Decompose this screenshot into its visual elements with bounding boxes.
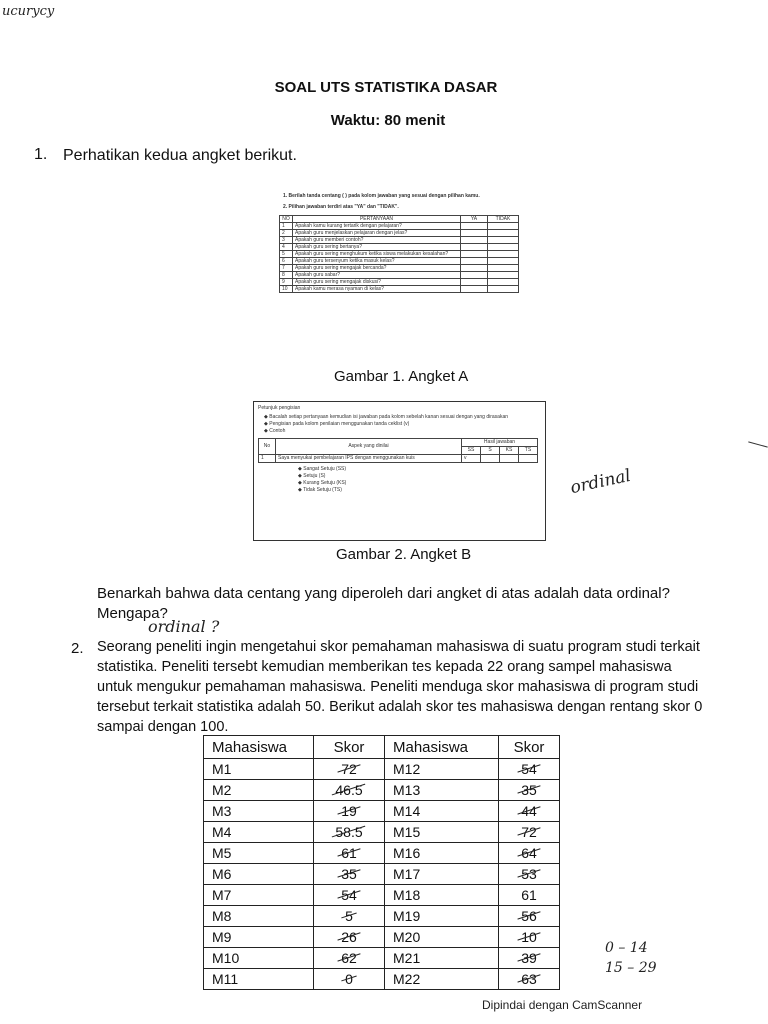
student-score-cell <box>499 948 560 969</box>
student-id-cell <box>204 864 314 885</box>
figure-b-sub-ks: KS <box>500 447 519 455</box>
table-row <box>204 843 560 864</box>
question-2-text: Seorang peneliti ingin mengetahui skor pemahaman mahasiswa di suatu program studi terkait statistika. Peneliti tersebt kemudian memberikan tes kepada 22 orang sampel mahasiswa untuk mengukur pemahaman mahasiswa. Peneliti menduga skor mahasiswa di program studi tersebut terkait statistika adalah 50. Berikut adalah skor tes mahasiswa dengan rentang skor 0 sampai dengan 100. <box>97 639 703 735</box>
figure-a-row <box>280 258 519 265</box>
figure-a-row-no: 8 <box>280 272 293 279</box>
student-id-cell <box>385 948 499 969</box>
table-row <box>204 948 560 969</box>
handwritten-margin-note: ordinal <box>568 465 633 499</box>
figure-b-col-result: Hasil jawaban <box>462 439 538 447</box>
figure-b-heading: Petunjuk pengisian <box>258 405 301 411</box>
figure-a-row-no: 7 <box>280 265 293 272</box>
figure-b-legend <box>298 466 541 494</box>
figure-a-col-no: NO <box>280 216 293 223</box>
student-score: 72 <box>341 761 357 777</box>
figure-a-row <box>280 286 519 293</box>
student-score: 72 <box>521 824 537 840</box>
student-score: 10 <box>521 929 537 945</box>
figure-b-instruction: ◆ Pengisian pada kolom penilaian menggunakan tanda ceklist (v) <box>264 421 541 428</box>
figure-a-answer-cell <box>488 258 519 265</box>
student-score-cell <box>314 843 385 864</box>
figure-b-legend-item: ◆ Setuju (S) <box>298 473 541 480</box>
score-table-header <box>204 736 560 759</box>
student-score-cell <box>499 801 560 822</box>
figure-a-row-question: Apakah guru sering bertanya? <box>293 244 461 251</box>
student-id-cell <box>204 822 314 843</box>
exam-duration: Waktu: 80 menit <box>330 112 446 129</box>
scanner-watermark: Dipindai dengan CamScanner <box>482 998 643 1012</box>
figure-angket-a <box>279 193 522 353</box>
student-id-cell <box>204 969 314 990</box>
student-score-cell <box>314 969 385 990</box>
student-score: 63 <box>521 971 537 987</box>
figure-a-answer-cell <box>488 265 519 272</box>
figure-a-answer-cell <box>461 251 488 258</box>
student-id-cell <box>385 759 499 780</box>
student-score: 26 <box>341 929 357 945</box>
figure-a-answer-cell <box>461 230 488 237</box>
student-score-cell <box>499 969 560 990</box>
student-score: 58.5 <box>335 824 363 840</box>
student-id: M4 <box>212 824 232 840</box>
student-score-cell <box>499 906 560 927</box>
student-score-cell <box>314 759 385 780</box>
handwritten-range-1: 0 – 14 <box>605 940 648 956</box>
table-row <box>204 927 560 948</box>
figure-a-answer-cell <box>488 279 519 286</box>
student-score-cell <box>499 927 560 948</box>
figure-b-col-no: No <box>259 439 276 455</box>
figure-a-row-no: 3 <box>280 237 293 244</box>
student-id: M6 <box>212 866 232 882</box>
student-id: M21 <box>393 950 421 966</box>
question-1-text: Benarkah bahwa data centang yang diperoleh dari angket di atas adalah data ordinal? Mengapa? <box>97 585 670 622</box>
student-id: M8 <box>212 908 232 924</box>
student-id-cell <box>385 843 499 864</box>
figure-b-legend-item: ◆ Sangat Setuju (SS) <box>298 466 541 473</box>
student-score: 62 <box>341 950 357 966</box>
student-id-cell <box>385 864 499 885</box>
student-score: 54 <box>341 887 357 903</box>
student-id-cell <box>204 948 314 969</box>
figure-a-row <box>280 230 519 237</box>
student-score: 46.5 <box>335 782 363 798</box>
figure-b-example-empty <box>500 455 519 463</box>
student-id: M16 <box>393 845 421 861</box>
figure-a-row <box>280 279 519 286</box>
student-id: M15 <box>393 824 421 840</box>
figure-b-legend-item: ◆ Tidak Setuju (TS) <box>298 487 541 494</box>
figure-a-instruction-1: 1. Berilah tanda centang ( ) pada kolom jawaban yang sesuai dengan pilihan kamu. <box>283 193 480 199</box>
figure-a-row-question: Apakah guru memberi contoh? <box>293 237 461 244</box>
student-id-cell <box>385 969 499 990</box>
table-row <box>204 969 560 990</box>
student-score-cell <box>314 801 385 822</box>
student-id-cell <box>385 927 499 948</box>
student-score-cell <box>499 885 560 906</box>
col-skor-2: Skor <box>499 736 560 759</box>
figure-a-answer-cell <box>488 272 519 279</box>
figure-a-row-question: Apakah guru menjelaskan pelajaran dengan jelas? <box>293 230 461 237</box>
student-score: 54 <box>521 761 537 777</box>
student-score: 61 <box>341 845 357 861</box>
figure-a-row-question: Apakah guru sering mengajak bercanda? <box>293 265 461 272</box>
student-score-cell <box>314 864 385 885</box>
student-id: M1 <box>212 761 232 777</box>
col-mahasiswa-1: Mahasiswa <box>204 736 314 759</box>
figure-a-row-no: 1 <box>280 223 293 230</box>
student-score-cell <box>499 780 560 801</box>
question-1-number: 1. <box>34 146 48 163</box>
student-id: M17 <box>393 866 421 882</box>
question-2-number: 2. <box>71 640 84 657</box>
table-row <box>204 759 560 780</box>
student-score: 19 <box>341 803 357 819</box>
col-mahasiswa-2: Mahasiswa <box>385 736 499 759</box>
figure-a-answer-cell <box>488 230 519 237</box>
student-score: 5 <box>345 908 353 924</box>
figure-a-row-no: 2 <box>280 230 293 237</box>
figure-a-col-tidak: TIDAK <box>488 216 519 223</box>
figure-a-instruction-2: 2. Pilihan jawaban terdiri atas "YA" dan "TIDAK". <box>283 204 399 210</box>
handwritten-range-2: 15 – 29 <box>605 960 657 976</box>
figure-a-row-question: Apakah guru sabar? <box>293 272 461 279</box>
student-id-cell <box>385 780 499 801</box>
student-score-cell <box>499 759 560 780</box>
figure-b-example-aspect: Saya menyukai pembelajaran IPS dengan menggunakan kuis <box>276 455 462 463</box>
figure-a-answer-cell <box>488 286 519 293</box>
student-id: M13 <box>393 782 421 798</box>
figure-a-row <box>280 251 519 258</box>
figure-b-example-empty <box>481 455 500 463</box>
student-score-cell <box>314 906 385 927</box>
figure-a-row-question: Apakah kamu merasa nyaman di kelas? <box>293 286 461 293</box>
student-id: M14 <box>393 803 421 819</box>
figure-a-row-no: 5 <box>280 251 293 258</box>
student-id-cell <box>204 927 314 948</box>
figure-a-answer-cell <box>488 223 519 230</box>
student-score-cell <box>314 927 385 948</box>
question-1-intro: Perhatikan kedua angket berikut. <box>63 147 297 164</box>
student-id: M11 <box>212 971 239 987</box>
student-score: 39 <box>521 950 537 966</box>
student-id-cell <box>204 885 314 906</box>
table-row <box>204 780 560 801</box>
student-id-cell <box>204 801 314 822</box>
figure-b-instructions <box>264 414 541 435</box>
student-id-cell <box>385 885 499 906</box>
figure-a-header-row <box>280 216 519 223</box>
student-id-cell <box>204 843 314 864</box>
student-score: 64 <box>521 845 537 861</box>
student-score-cell <box>314 780 385 801</box>
figure-a-answer-cell <box>461 279 488 286</box>
figure-a-row-question: Apakah kamu kurang tertarik dengan pelajaran? <box>293 223 461 230</box>
student-id: M20 <box>393 929 421 945</box>
margin-tick-mark <box>748 441 768 447</box>
figure-b-example-row <box>259 455 538 463</box>
figure-b-sub-ss: SS <box>462 447 481 455</box>
handwritten-answer-1: ordinal ? <box>148 617 220 636</box>
figure-b-instruction: ◆ Bacalah setiap pertanyaan kemudian isi jawaban pada kolom sebelah kanan sesuai dengan yang dirasakan <box>264 414 541 421</box>
figure-b-caption: Gambar 2. Angket B <box>336 546 472 563</box>
student-score: 44 <box>521 803 537 819</box>
student-score: 35 <box>521 782 537 798</box>
figure-b-instruction: ◆ Contoh <box>264 428 541 435</box>
table-row <box>204 885 560 906</box>
student-id: M2 <box>212 782 232 798</box>
figure-a-row-question: Apakah guru sering menghukum ketika siswa melakukan kesalahan? <box>293 251 461 258</box>
student-score-cell <box>499 843 560 864</box>
student-id-cell <box>204 759 314 780</box>
student-score-cell <box>499 822 560 843</box>
student-id: M19 <box>393 908 421 924</box>
figure-a-row-no: 6 <box>280 258 293 265</box>
table-row <box>204 822 560 843</box>
figure-a-answer-cell <box>461 223 488 230</box>
figure-a-answer-cell <box>488 237 519 244</box>
figure-a-caption: Gambar 1. Angket A <box>334 368 469 385</box>
figure-b-header-row <box>259 439 538 447</box>
student-score: 53 <box>521 866 537 882</box>
student-id: M7 <box>212 887 232 903</box>
student-score-cell <box>499 864 560 885</box>
student-id: M5 <box>212 845 232 861</box>
student-id: M9 <box>212 929 232 945</box>
figure-a-answer-cell <box>461 258 488 265</box>
figure-a-row-no: 4 <box>280 244 293 251</box>
figure-a-row <box>280 237 519 244</box>
student-id-cell <box>385 822 499 843</box>
table-row <box>204 801 560 822</box>
figure-b-sub-s: S <box>481 447 500 455</box>
table-row <box>204 864 560 885</box>
figure-a-row-question: Apakah guru sering mengajak diskusi? <box>293 279 461 286</box>
table-row <box>204 906 560 927</box>
student-id: M3 <box>212 803 232 819</box>
figure-a-row <box>280 265 519 272</box>
student-score: 56 <box>521 908 537 924</box>
figure-a-answer-cell <box>461 286 488 293</box>
student-score-cell <box>314 948 385 969</box>
figure-a-table <box>279 215 519 293</box>
figure-a-row-no: 10 <box>280 286 293 293</box>
student-id: M12 <box>393 761 421 777</box>
student-score: 61 <box>521 887 537 903</box>
figure-a-row <box>280 272 519 279</box>
handwritten-scribble: ucurycy <box>2 4 55 19</box>
col-skor-1: Skor <box>314 736 385 759</box>
figure-a-answer-cell <box>461 265 488 272</box>
figure-a-answer-cell <box>488 244 519 251</box>
figure-b-col-aspect: Aspek yang dinilai <box>276 439 462 455</box>
figure-b-sub-ts: TS <box>519 447 538 455</box>
figure-b-example-no: 1 <box>259 455 276 463</box>
student-id-cell <box>204 780 314 801</box>
figure-angket-b <box>253 401 546 541</box>
student-id: M18 <box>393 887 421 903</box>
figure-a-row <box>280 244 519 251</box>
figure-a-answer-cell <box>461 244 488 251</box>
student-score-cell <box>314 885 385 906</box>
figure-b-table <box>258 438 538 463</box>
figure-a-answer-cell <box>461 272 488 279</box>
figure-b-example-empty <box>519 455 538 463</box>
figure-a-row-question: Apakah guru tersenyum ketika masuk kelas? <box>293 258 461 265</box>
student-id-cell <box>385 801 499 822</box>
exam-title: SOAL UTS STATISTIKA DASAR <box>274 79 498 96</box>
figure-a-row <box>280 223 519 230</box>
figure-a-col-question: PERTANYAAN <box>293 216 461 223</box>
score-table <box>203 735 560 990</box>
student-id: M22 <box>393 971 421 987</box>
figure-a-row-no: 9 <box>280 279 293 286</box>
student-score: 35 <box>341 866 357 882</box>
figure-b-example-check: v <box>462 455 481 463</box>
figure-a-col-ya: YA <box>461 216 488 223</box>
student-score: 0 <box>345 971 353 987</box>
student-score-cell <box>314 822 385 843</box>
figure-a-answer-cell <box>488 251 519 258</box>
figure-a-answer-cell <box>461 237 488 244</box>
student-id-cell <box>204 906 314 927</box>
student-id: M10 <box>212 950 240 966</box>
figure-b-legend-item: ◆ Kurang Setuju (KS) <box>298 480 541 487</box>
student-id-cell <box>385 906 499 927</box>
